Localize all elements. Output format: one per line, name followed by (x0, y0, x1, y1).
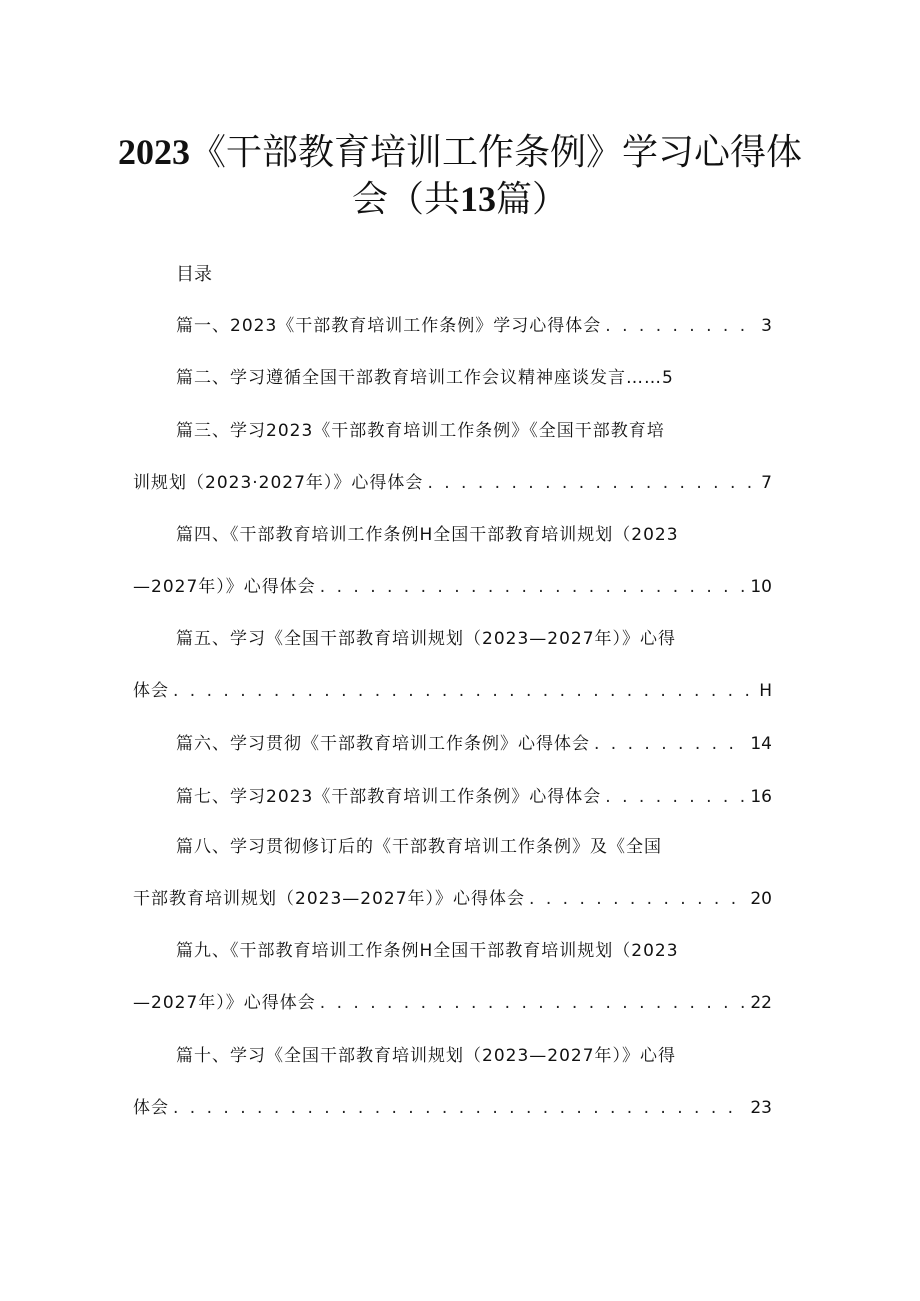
toc-entry-text-cont: 体会 (133, 681, 169, 701)
toc-leader-dots (427, 471, 757, 495)
toc-leader-dots (173, 679, 755, 703)
toc-entry-text: 篇三、学习2023《干部教育培训工作条例》《全国干部教育培 (176, 421, 665, 441)
title-count: 13 (460, 179, 496, 219)
toc-entry-10-cont[interactable] (133, 1096, 772, 1120)
toc-entry-text: 篇五、学习《全国干部教育培训规划（2023—2027年）》心得 (176, 629, 677, 649)
toc-page-number: 10 (750, 577, 772, 597)
toc-leader-dots (320, 991, 747, 1015)
toc-entry-2[interactable] (176, 366, 772, 390)
title-year: 2023 (117, 132, 190, 172)
toc-page-number: 3 (761, 316, 772, 336)
toc-leader-dots (594, 732, 746, 756)
toc-page-number: 7 (761, 473, 772, 493)
document-title-line-2 (0, 177, 920, 222)
toc-entry-text: 篇四、《干部教育培训工作条例H全国干部教育培训规划（2023 (176, 525, 679, 545)
title-text: 《干部教育培训工作条例》学习心得体 (189, 132, 802, 173)
toc-entry-9-cont[interactable] (133, 991, 772, 1015)
toc-leader-dots (529, 887, 746, 911)
toc-entry-9[interactable] (176, 939, 772, 963)
toc-page-number: 20 (750, 889, 772, 909)
toc-entry-text-cont: 训规划（2023·2027年）》心得体会 (133, 473, 424, 493)
toc-entry-text: 篇八、学习贯彻修订后的《干部教育培训工作条例》及《全国 (176, 837, 662, 857)
toc-entry-text: 篇十、学习《全国干部教育培训规划（2023—2027年）》心得 (176, 1046, 677, 1066)
toc-leader-dots (605, 785, 746, 809)
toc-heading: 目录 (176, 264, 212, 285)
toc-entry-text: 篇一、2023《干部教育培训工作条例》学习心得体会 (176, 316, 602, 336)
document-title-line-1 (0, 130, 920, 175)
toc-entry-7[interactable] (176, 785, 772, 809)
toc-entry-text: 篇二、学习遵循全国干部教育培训工作会议精神座谈发言…… (176, 368, 662, 388)
toc-entry-4-cont[interactable] (133, 575, 772, 599)
toc-entry-6[interactable] (176, 732, 772, 756)
toc-entry-10[interactable] (176, 1044, 772, 1068)
toc-entry-5-cont[interactable] (133, 679, 772, 703)
toc-entry-5[interactable] (176, 627, 772, 651)
toc-page-number: 5 (662, 368, 673, 388)
toc-entry-3-cont[interactable] (133, 471, 772, 495)
toc-entry-text-cont: 干部教育培训规划（2023—2027年）》心得体会 (133, 889, 526, 909)
toc-leader-dots (173, 1096, 746, 1120)
toc-page-number: 16 (750, 787, 772, 807)
toc-entry-1[interactable] (176, 314, 772, 338)
toc-entry-text-cont: —2027年）》心得体会 (133, 577, 316, 597)
toc-page-number: 23 (750, 1098, 772, 1118)
toc-entry-text-cont: —2027年）》心得体会 (133, 993, 316, 1013)
toc-entry-text: 篇六、学习贯彻《干部教育培训工作条例》心得体会 (176, 734, 590, 754)
title-text-3: 篇） (496, 179, 569, 220)
toc-leader-dots (605, 314, 757, 338)
toc-entry-text: 篇九、《干部教育培训工作条例H全国干部教育培训规划（2023 (176, 941, 679, 961)
toc-page-number: 14 (750, 734, 772, 754)
toc-entry-text: 篇七、学习2023《干部教育培训工作条例》心得体会 (176, 787, 602, 807)
toc-entry-3[interactable] (176, 419, 772, 443)
toc-entry-8[interactable] (176, 835, 772, 859)
toc-page-number: H (759, 681, 772, 701)
toc-entry-4[interactable] (176, 523, 772, 547)
title-text-2: 会（共 (351, 179, 460, 220)
toc-entry-8-cont[interactable] (133, 887, 772, 911)
toc-entry-text-cont: 体会 (133, 1098, 169, 1118)
toc-page-number: 22 (750, 993, 772, 1013)
toc-leader-dots (320, 575, 747, 599)
